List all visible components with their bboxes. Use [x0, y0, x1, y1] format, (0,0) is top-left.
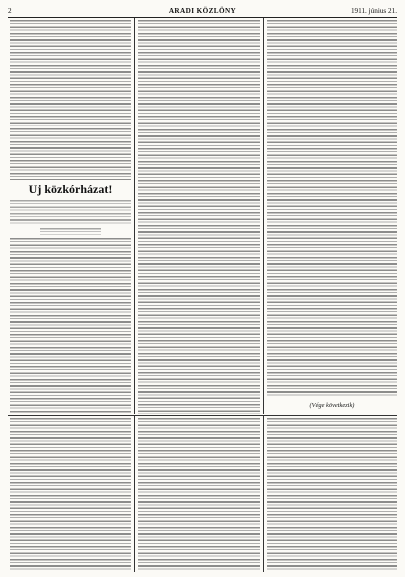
- header-rule: [8, 17, 397, 18]
- column-2: [138, 20, 260, 414]
- column-rule-lower-right: [263, 416, 264, 572]
- column-3: [267, 20, 397, 414]
- dateline: [40, 228, 101, 235]
- text-block: [138, 20, 260, 414]
- text-block: [10, 20, 131, 126]
- horizontal-section-rule: [8, 415, 397, 416]
- text-block: [10, 128, 131, 180]
- text-block: [267, 418, 397, 571]
- continued-note: (Vége következik): [309, 402, 355, 409]
- column-rule-upper-right: [263, 18, 264, 414]
- page-number: 2: [8, 7, 12, 15]
- lower-column-1: [10, 418, 131, 571]
- masthead: ARADI KÖZLÖNY: [168, 7, 237, 15]
- text-block: [10, 238, 131, 414]
- lower-column-3: [267, 418, 397, 571]
- article-heading: Uj közkórházat!: [28, 182, 113, 196]
- text-block: [138, 418, 260, 571]
- text-block: [267, 20, 397, 396]
- running-header: [8, 6, 397, 16]
- text-block: [10, 418, 131, 571]
- article-subheading: [10, 200, 131, 224]
- issue-date: 1911. június 21.: [350, 7, 397, 15]
- column-1: [10, 20, 131, 414]
- column-rule-lower-left: [134, 416, 135, 572]
- lower-column-2: [138, 418, 260, 571]
- column-rule-upper-left: [134, 18, 135, 414]
